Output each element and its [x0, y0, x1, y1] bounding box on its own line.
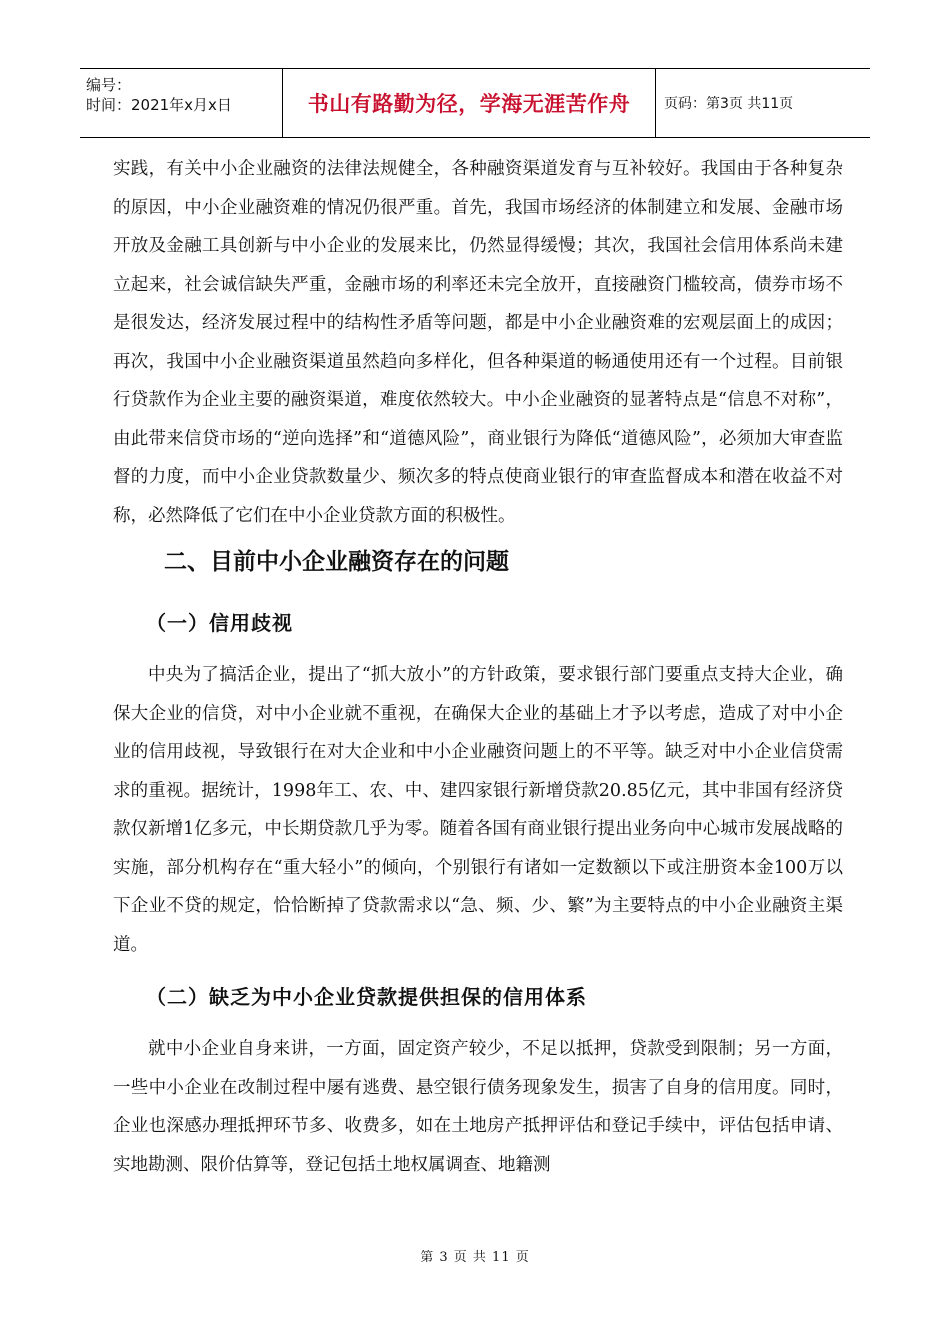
page-footer: 第 3 页 共 11 页: [420, 1250, 530, 1265]
document-number-label: 编号：: [86, 76, 132, 94]
body-paragraph-3: 就中小企业自身来讲，一方面，固定资产较少，不足以抵押，贷款受到限制；另一方面，一些中小企业在改制过程中屡有逃费、悬空银行债务现象发生，损害了自身的信用度。同时，企业也深感办理抵押环节多、收费多，如在土地房产抵押评估和登记手续中，评估包括申请、实地勘测、限价估算等，登记包括土地权属调查、地籍测: [113, 1039, 843, 1175]
header-page-info: 页码：第3页 共11页: [664, 96, 794, 112]
header-meta: [80, 69, 282, 137]
page-header: [80, 68, 870, 138]
header-motto: 书山有路勤为径，学海无涯苦作舟: [282, 69, 656, 137]
section-heading: 二、目前中小企业融资存在的问题: [164, 549, 509, 575]
document-body: [113, 150, 843, 1184]
document-date-label: 时间：2021年x月x日: [86, 96, 232, 114]
subsection-heading-2: （二）缺乏为中小企业贷款提供担保的信用体系: [146, 985, 587, 1009]
body-paragraph-1: 实践，有关中小企业融资的法律法规健全，各种融资渠道发育与互补较好。我国由于各种复杂的原因，中小企业融资难的情况仍很严重。首先，我国市场经济的体制建立和发展、金融市场开放及金融工具创新与中小企业的发展来比，仍然显得缓慢；其次，我国社会信用体系尚未建立起来，社会诚信缺失严重，金融市场的利率还未完全放开，直接融资门槛较高，债券市场不是很发达，经济发展过程中的结构性矛盾等问题，都是中小企业融资难的宏观层面上的成因；再次，我国中小企业融资渠道虽然趋向多样化，但各种渠道的畅通使用还有一个过程。目前银行贷款作为企业主要的融资渠道，难度依然较大。中小企业融资的显著特点是“信息不对称”，由此带来信贷市场的“逆向选择”和“道德风险”，商业银行为降低“道德风险”，必须加大审查监督的力度，而中小企业贷款数量少、频次多的特点使商业银行的审查监督成本和潜在收益不对称，必然降低了它们在中小企业贷款方面的积极性。: [113, 159, 843, 526]
subsection-heading-1: （一）信用歧视: [146, 611, 293, 635]
body-paragraph-2: 中央为了搞活企业，提出了“抓大放小”的方针政策，要求银行部门要重点支持大企业，确保大企业的信贷，对中小企业就不重视，在确保大企业的基础上才予以考虑，造成了对中小企业的信用歧视，导致银行在对大企业和中小企业融资问题上的不平等。缺乏对中小企业信贷需求的重视。据统计，1998年工、农、中、建四家银行新增贷款20.85亿元，其中非国有经济贷款仅新增1亿多元，中长期贷款几乎为零。随着各国有商业银行提出业务向中心城市发展战略的实施，部分机构存在“重大轻小”的倾向，个别银行有诸如一定数额以下或注册资本金100万以下企业不贷的规定，恰恰断掉了贷款需求以“急、频、少、繁”为主要特点的中小企业融资主渠道。: [113, 665, 843, 955]
